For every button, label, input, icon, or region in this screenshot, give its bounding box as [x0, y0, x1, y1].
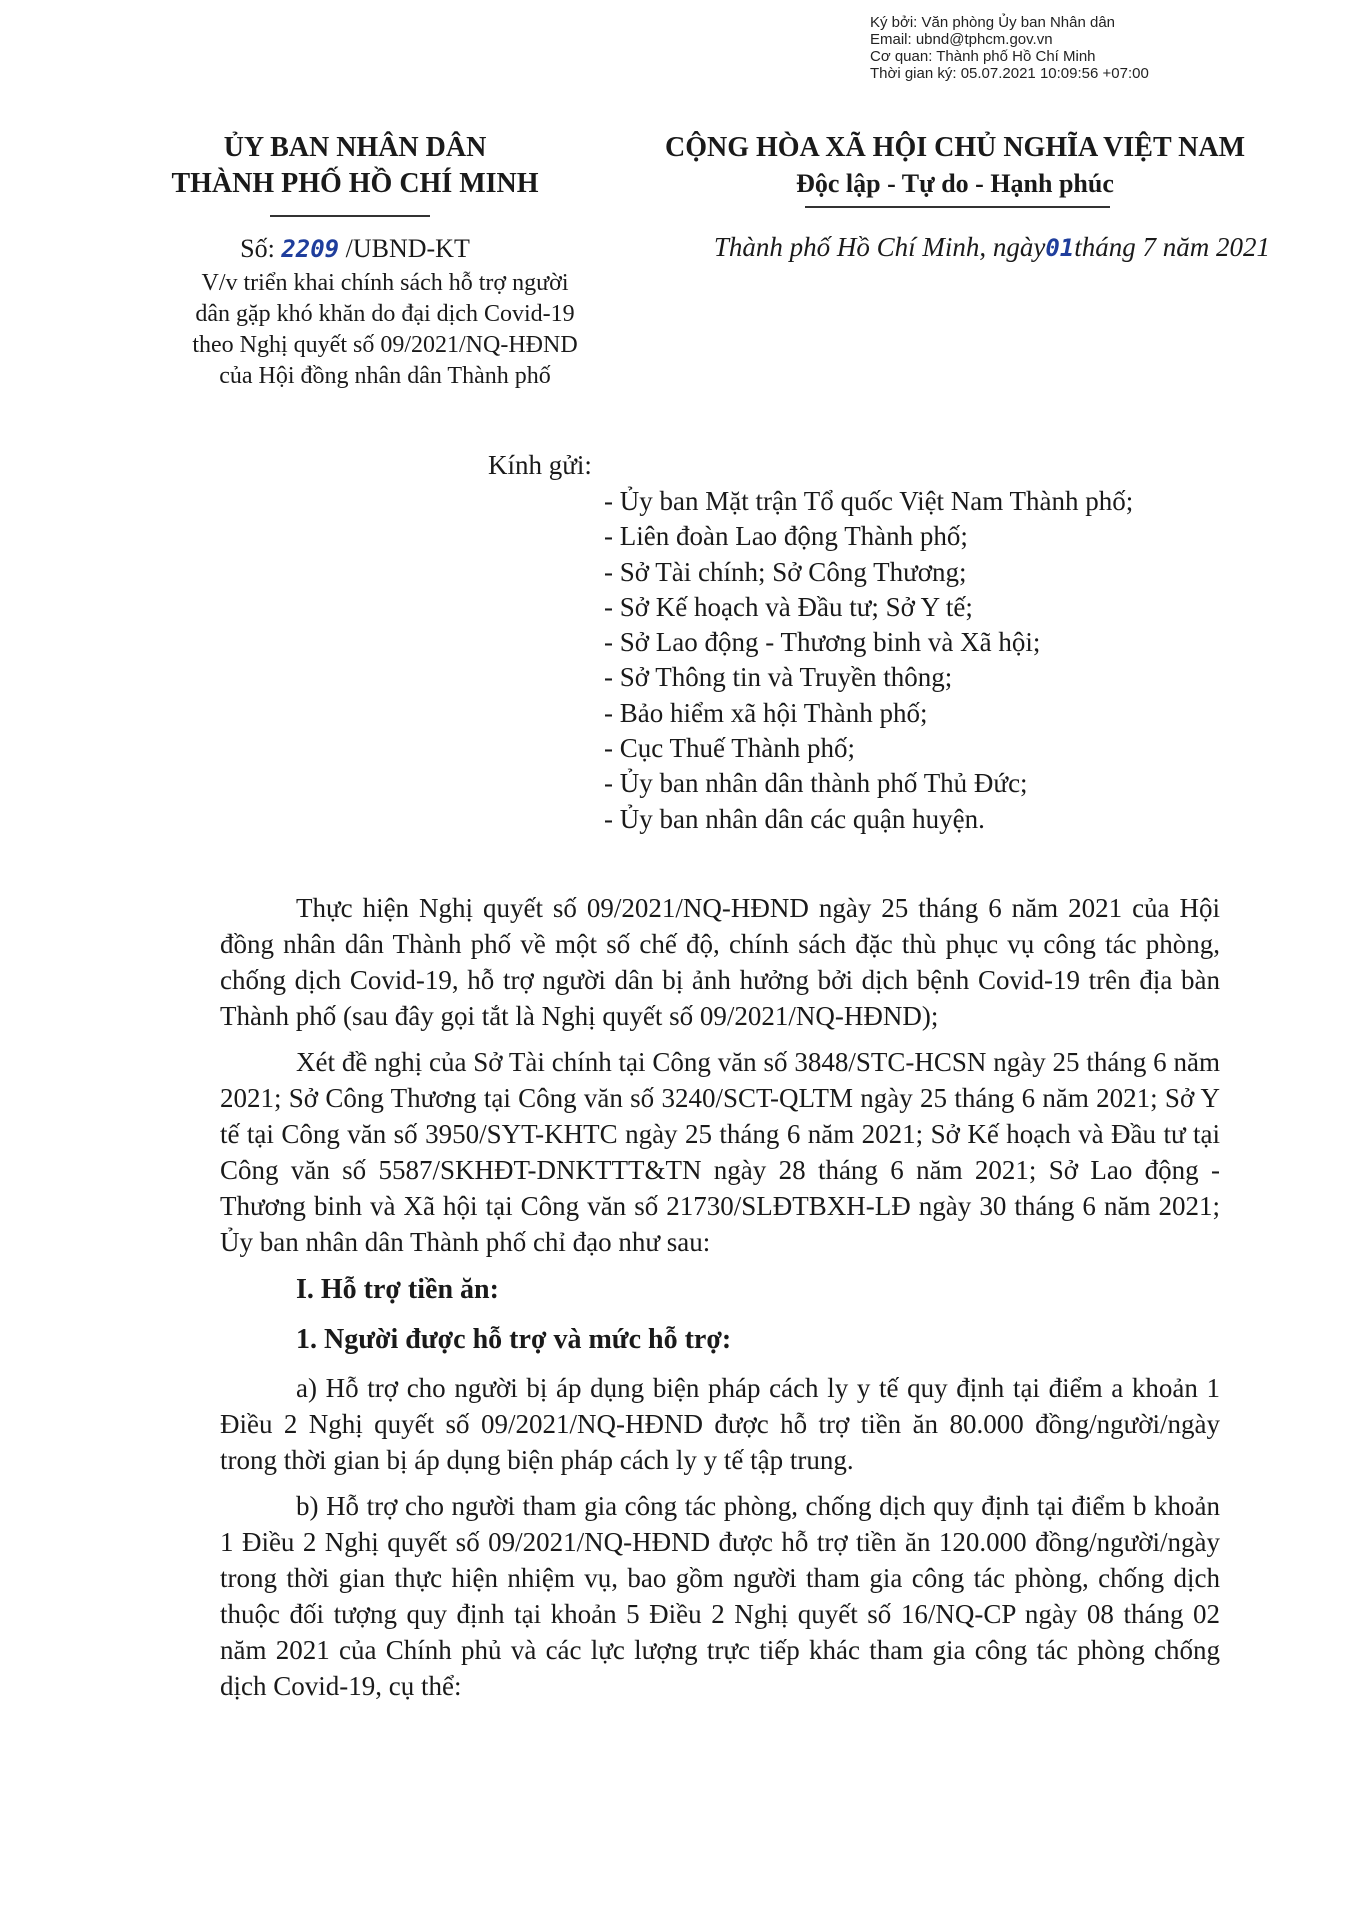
org-name-line2: THÀNH PHỐ HỒ CHÍ MINH [171, 168, 539, 199]
subject-line: của Hội đồng nhân dân Thành phố [219, 363, 551, 389]
recipient-item: - Bảo hiểm xã hội Thành phố; [604, 697, 928, 728]
paragraph-item-a: a) Hỗ trợ cho người bị áp dụng biện pháp cách ly y tế quy định tại điểm a khoản 1 Điều 2 Nghị quyết số 09/2021/NQ-HĐND được hỗ trợ tiền ăn 80.000 đồng/người/ngày trong thời gian bị áp dụng biện pháp cách ly y tế tập trung. [220, 1373, 1220, 1475]
recipient-item: - Liên đoàn Lao động Thành phố; [604, 521, 968, 552]
recipient-item: - Ủy ban nhân dân thành phố Thủ Đức; [604, 768, 1028, 799]
subject-line: theo Nghị quyết số 09/2021/NQ-HĐND [192, 332, 578, 358]
doc-no-prefix: Số: [240, 234, 282, 263]
doc-no-handwritten: 2209 [281, 235, 340, 263]
digital-signature-block [870, 14, 1149, 82]
document-body [220, 890, 1220, 1714]
place-suffix: tháng 7 năm 2021 [1074, 232, 1270, 262]
place-day-handwritten: 01 [1045, 234, 1075, 262]
paragraph-item-b: b) Hỗ trợ cho người tham gia công tác phòng, chống dịch quy định tại điểm b khoản 1 Điều 2 Nghị quyết số 09/2021/NQ-HĐND được hỗ trợ tiền ăn 120.000 đồng/người/ngày trong thời gian thực hiện nhiệm vụ, bao gồm người tham gia công tác phòng, chống dịch thuộc đối tượng quy định tại khoản 5 Điều 2 Nghị quyết số 16/NQ-CP ngày 08 tháng 02 năm 2021 của Chính phủ và các lực lượng trực tiếp khác tham gia công tác phòng chống dịch Covid-19, cụ thể: [220, 1491, 1220, 1701]
recipient-item: - Sở Lao động - Thương binh và Xã hội; [604, 627, 1041, 658]
subsection-heading: 1. Người được hỗ trợ và mức hỗ trợ: [296, 1324, 732, 1355]
paragraph-proposals: Xét đề nghị của Sở Tài chính tại Công văn số 3848/STC-HCSN ngày 25 tháng 6 năm 2021; Sở Công Thương tại Công văn số 3240/SCT-QLTM ngày 25 tháng 6 năm 2021; Sở Y tế tại Công văn số 3950/SYT-KHTC ngày 25 tháng 6 năm 2021; Sở Kế hoạch và Đầu tư tại Công văn số 5587/SKHĐT-DNKTTT&TN ngày 28 tháng 6 năm 2021; Sở Lao động - Thương binh và Xã hội tại Công văn số 21730/SLĐTBXH-LĐ ngày 30 tháng 6 năm 2021; Ủy ban nhân dân Thành phố chỉ đạo như sau: [220, 1047, 1220, 1257]
signature-agency: Cơ quan: Thành phố Hồ Chí Minh [870, 48, 1096, 65]
org-name-line1: ỦY BAN NHÂN DÂN [223, 132, 487, 163]
recipient-item: - Sở Tài chính; Sở Công Thương; [604, 556, 967, 587]
recipient-item: - Sở Thông tin và Truyền thông; [604, 662, 953, 693]
signature-time: Thời gian ký: 05.07.2021 10:09:56 +07:00 [870, 65, 1149, 82]
motto-divider [805, 206, 1110, 208]
document-number [150, 232, 560, 266]
signature-email: Email: ubnd@tphcm.gov.vn [870, 31, 1053, 48]
doc-no-suffix: /UBND-KT [339, 234, 470, 263]
place-and-date [600, 230, 1270, 265]
recipient-item: - Ủy ban Mặt trận Tổ quốc Việt Nam Thành phố; [604, 486, 1134, 516]
signature-signer: Ký bởi: Văn phòng Ủy ban Nhân dân [870, 14, 1116, 31]
national-heading [640, 130, 1270, 202]
recipients-label: Kính gửi: [488, 450, 592, 480]
recipient-item: - Cục Thuế Thành phố; [604, 733, 855, 764]
subject-line: dân gặp khó khăn do đại dịch Covid-19 [195, 301, 575, 327]
recipient-item: - Sở Kế hoạch và Đầu tư; Sở Y tế; [604, 591, 973, 622]
org-divider [270, 215, 430, 217]
place-prefix: Thành phố Hồ Chí Minh, ngày [713, 232, 1046, 262]
paragraph-legal-basis: Thực hiện Nghị quyết số 09/2021/NQ-HĐND ngày 25 tháng 6 năm 2021 của Hội đồng nhân dân Thành phố về một số chế độ, chính sách đặc thù phục vụ công tác phòng, chống dịch Covid-19, hỗ trợ người dân bị ảnh hưởng bởi dịch bệnh Covid-19 trên địa bàn Thành phố (sau đây gọi tắt là Nghị quyết số 09/2021/NQ-HĐND); [220, 893, 1220, 1031]
recipients-list [604, 484, 1133, 837]
nation-motto: Độc lập - Tự do - Hạnh phúc [796, 169, 1114, 198]
subject-line: V/v triển khai chính sách hỗ trợ người [201, 270, 569, 296]
section-heading: I. Hỗ trợ tiền ăn: [296, 1274, 499, 1305]
recipient-item: - Ủy ban nhân dân các quận huyện. [604, 803, 985, 834]
issuing-organization [150, 130, 560, 202]
nation-title: CỘNG HÒA XÃ HỘI CHỦ NGHĨA VIỆT NAM [664, 132, 1246, 163]
document-subject [150, 268, 620, 392]
